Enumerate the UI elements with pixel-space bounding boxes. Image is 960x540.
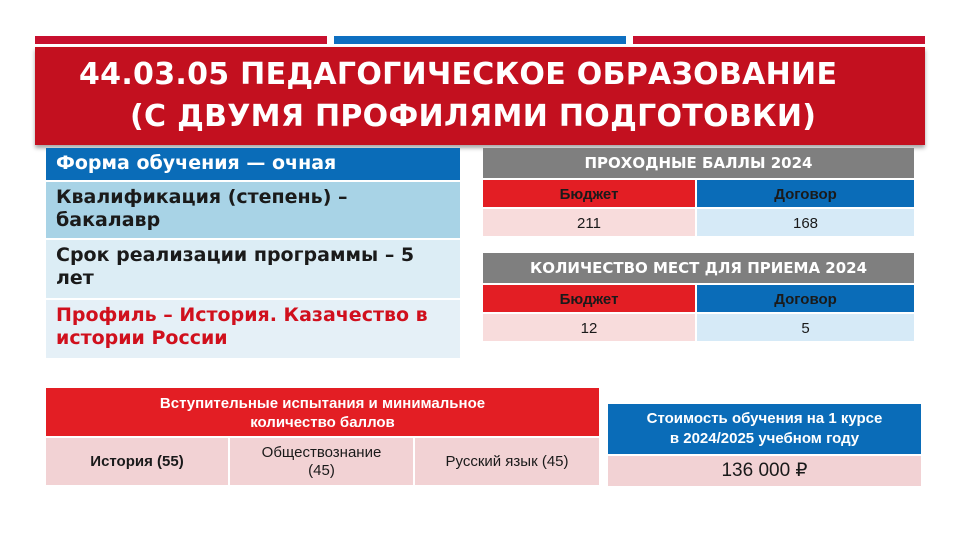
qualification: Квалификация (степень) – бакалавр bbox=[46, 182, 460, 240]
exam-social-studies bbox=[230, 436, 415, 485]
top-stripe-red-left bbox=[35, 36, 327, 44]
places-budget-value: 12 bbox=[483, 312, 697, 341]
places-contract-label: Договор bbox=[697, 283, 914, 312]
passing-scores-header: ПРОХОДНЫЕ БАЛЛЫ 2024 bbox=[483, 148, 914, 178]
passing-contract-value: 168 bbox=[697, 207, 914, 236]
places-contract-value: 5 bbox=[697, 312, 914, 341]
exam-social-studies-name: Обществознание bbox=[261, 443, 382, 461]
page-title-line2: (С ДВУМЯ ПРОФИЛЯМИ ПОДГОТОВКИ) bbox=[130, 99, 817, 134]
page-title-line1: 44.03.05 ПЕДАГОГИЧЕСКОЕ ОБРАЗОВАНИЕ bbox=[79, 57, 838, 92]
exam-history: История (55) bbox=[46, 436, 230, 485]
places-value-row bbox=[483, 312, 914, 341]
cost-header-line2: в 2024/2025 учебном году bbox=[669, 430, 860, 447]
passing-scores-label-row bbox=[483, 178, 914, 207]
exams-row bbox=[46, 436, 599, 485]
passing-scores-table bbox=[483, 148, 914, 236]
passing-budget-value: 211 bbox=[483, 207, 697, 236]
places-budget-label: Бюджет bbox=[483, 283, 697, 312]
top-stripe-blue bbox=[334, 36, 626, 44]
cost-header bbox=[608, 404, 921, 454]
exams-header-line2: количество баллов bbox=[250, 414, 395, 431]
admission-places-table bbox=[483, 253, 914, 341]
title-banner bbox=[35, 47, 925, 145]
passing-contract-label: Договор bbox=[697, 178, 914, 207]
study-form: Форма обучения — очная bbox=[46, 148, 460, 182]
exam-social-studies-score: (45) bbox=[308, 461, 335, 479]
passing-budget-label: Бюджет bbox=[483, 178, 697, 207]
entrance-exams-table bbox=[46, 388, 599, 485]
exam-russian-language: Русский язык (45) bbox=[415, 436, 599, 485]
exams-header bbox=[46, 388, 599, 436]
cost-header-line1: Стоимость обучения на 1 курсе bbox=[646, 410, 883, 427]
program-profile: Профиль – История. Казачество в истории России bbox=[46, 300, 460, 358]
cost-value: 136 000 ₽ bbox=[608, 454, 921, 486]
top-stripe-red-right bbox=[633, 36, 925, 44]
places-header: КОЛИЧЕСТВО МЕСТ ДЛЯ ПРИЕМА 2024 bbox=[483, 253, 914, 283]
tuition-cost-block bbox=[608, 404, 921, 486]
program-duration: Срок реализации программы – 5 лет bbox=[46, 240, 460, 300]
places-label-row bbox=[483, 283, 914, 312]
passing-scores-value-row bbox=[483, 207, 914, 236]
exams-header-line1: Вступительные испытания и минимальное bbox=[159, 395, 486, 412]
program-info-block bbox=[46, 148, 460, 358]
